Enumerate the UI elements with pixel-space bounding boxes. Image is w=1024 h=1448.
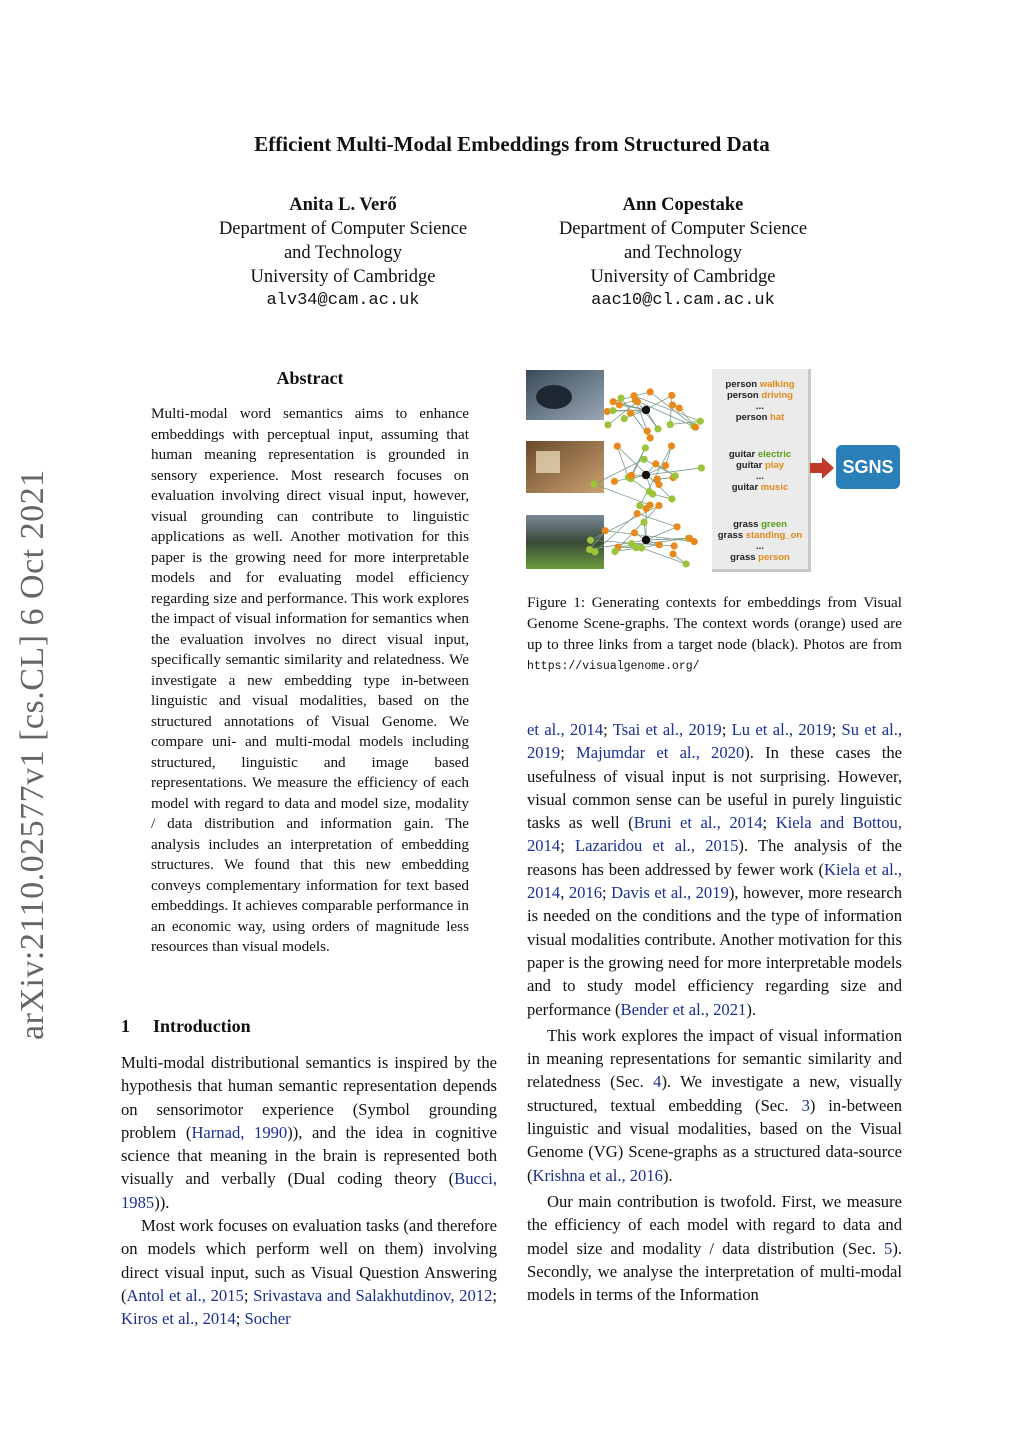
context-line: person driving [727, 390, 793, 401]
author-univ: University of Cambridge [250, 267, 436, 287]
context-line: grass green [733, 519, 787, 530]
context-group-grass [712, 519, 808, 563]
scene-graph-illustration [524, 365, 714, 575]
photo-guitar-detail [536, 451, 560, 473]
graph-node [627, 410, 634, 417]
arxiv-identifier: arXiv:2110.02577v1 [cs.CL] 6 Oct 2021 [14, 469, 51, 1040]
citation-link[interactable]: Su et al., 2019 [527, 720, 902, 763]
text-run: ; [762, 813, 776, 833]
author-email[interactable]: aac10@cl.cam.ac.uk [591, 291, 775, 310]
graph-node [669, 550, 676, 557]
graph-node [647, 388, 654, 395]
citation-link[interactable]: Kiela and Bottou, 2014 [527, 813, 902, 856]
author-block-1 [183, 193, 503, 313]
graph-node [611, 548, 618, 555]
text-run: This work explores the impact of visual information in meaning representations for semantic similarity and relatedness (Sec. [527, 1025, 902, 1092]
context-group-person [712, 379, 808, 423]
author-dept: Department of Computer Science [558, 219, 808, 239]
graph-target-node [642, 471, 650, 479]
graph-node [655, 502, 662, 509]
graph-node [652, 460, 659, 467]
graph-edge [642, 548, 687, 564]
graph-node [647, 434, 654, 441]
graph-target-node [642, 536, 650, 544]
citation-link[interactable]: Bucci, 1985 [121, 1169, 497, 1212]
abstract-text: Multi-modal word semantics aims to enhance embeddings with perceptual input, assuming that human meaning representation is grounded in sensory experience. Most research focuses on evaluation involving direct visual input, however, visual grounding can contribute to linguistic applications as well. Another motivation for this paper is the growing need for more interpretable models and for evaluating model efficiency regarding size and performance. This work explores the impact of visual information for semantics when the evaluation involves no direct visual input, specifically semantic similarity and relatedness. We investigate a new embedding type in-between linguistic and visual modalities, based on the structured annotations of Visual Genome. We compare uni- and multi-modal models including structured, linguistic and image based representations. We measure the efficiency of each model with regard to data and model size, modality / data distribution and information gain. The analysis includes an interpretation of embedding structures. We found that this new embedding conveys complementary information for text based embeddings. It achieves comparable performance in an economic way, using orders of magnitude less resources than visual models. [151, 405, 469, 955]
author-name: Anita L. Verő [289, 195, 397, 215]
caption-text: Figure 1: Generating contexts for embeddings from Visual Genome Scene-graphs. The context words (orange) used are up to three links from a target node (black). Photos are from [527, 594, 902, 653]
citation-link[interactable]: Davis et al., 2019 [611, 883, 729, 903]
graph-node [621, 415, 628, 422]
section-heading-introduction [121, 1016, 251, 1037]
text-run: ; [721, 720, 732, 739]
graph-node [614, 443, 621, 450]
photo-car-mirror [536, 385, 572, 409]
text-run: ; [831, 720, 842, 739]
text-run: ). In these cases the usefulness of visual input is not surprising. However, visual common sense can be useful in purely linguistic tasks as well ( [527, 743, 902, 833]
text-run: ; [560, 743, 577, 763]
figure-1-caption [527, 593, 902, 678]
graph-node [686, 535, 693, 542]
citation-link[interactable]: et al., 2014 [527, 720, 604, 739]
graph-node [698, 464, 705, 471]
graph-node [640, 519, 647, 526]
graph-node [610, 398, 617, 405]
paragraph [527, 1024, 902, 1187]
text-run: )), and the idea in cognitive science that meaning in the brain is represented both visually and verbally (Dual coding theory ( [121, 1122, 497, 1189]
sgns-box: SGNS [836, 445, 900, 489]
context-line: ... [756, 471, 764, 482]
graph-node [643, 505, 650, 512]
text-run: Most work focuses on evaluation tasks (and therefore on models which perform well on them) involving direct visual input, such as Visual Question Answering ( [121, 1216, 497, 1305]
graph-node [636, 502, 643, 509]
graph-edge [646, 395, 672, 410]
graph-node [640, 456, 647, 463]
citation-link[interactable]: Bruni et al., 2014 [633, 813, 763, 833]
author-dept2: and Technology [283, 243, 403, 263]
citation-link[interactable]: Antol et al., 2015 [126, 1285, 244, 1305]
graph-node [617, 394, 624, 401]
citation-link[interactable]: Kiela et al., 2014 [527, 859, 902, 903]
context-words-panel [712, 369, 811, 572]
arrow-right-icon [808, 453, 838, 483]
citation-link[interactable]: Krishna et al., 2016 [532, 1165, 663, 1185]
text-run: ). We investigate a new, visually structured, textual embedding (Sec. [527, 1072, 902, 1115]
context-group-guitar [712, 449, 808, 493]
graph-node [692, 424, 699, 431]
author-name: Ann Copestake [622, 195, 744, 215]
citation-link[interactable]: Tsai et al., 2019 [612, 720, 722, 739]
text-run: ) in-between linguistic and visual modalities, based on the Visual Genome (VG) Scene-graphs as a structured data-source ( [527, 1095, 903, 1185]
graph-node [609, 407, 616, 414]
graph-node [668, 392, 675, 399]
author-univ: University of Cambridge [590, 267, 776, 287]
citation-link[interactable]: Kiros et al., 2014 [121, 1309, 236, 1329]
context-line: ... [756, 541, 764, 552]
context-line: person walking [725, 379, 795, 390]
context-line: grass standing_on [717, 530, 803, 541]
graph-node [627, 472, 634, 479]
text-run: ; [602, 883, 612, 903]
graph-node [655, 481, 662, 488]
graph-node [646, 488, 653, 495]
graph-node [591, 481, 598, 488]
text-run: , [560, 883, 569, 903]
graph-node [668, 495, 675, 502]
text-run: Multi-modal distributional semantics is inspired by the hypothesis that human semantic representation depends on sensorimotor experience (Symbol grounding problem ( [121, 1053, 497, 1142]
graph-node [656, 541, 663, 548]
citation-link[interactable]: Harnad, 1990 [191, 1122, 288, 1142]
author-dept2: and Technology [623, 243, 743, 263]
graph-node [697, 418, 704, 425]
context-line: guitar music [731, 482, 789, 493]
graph-node [604, 421, 611, 428]
graph-node [654, 425, 661, 432]
graph-node [616, 401, 623, 408]
paragraph [527, 1190, 902, 1306]
graph-node [602, 527, 609, 534]
paragraph [121, 1051, 497, 1214]
context-line: guitar electric [728, 449, 792, 460]
paragraph [527, 718, 902, 1021]
section-title: Introduction [153, 1016, 251, 1036]
graph-node [673, 523, 680, 530]
text-run: ). The analysis of the reasons has been addressed by fewer work ( [527, 836, 903, 879]
text-run: ; [235, 1309, 245, 1329]
paper-title: Efficient Multi-Modal Embeddings from Structured Data [254, 132, 770, 156]
graph-node [632, 397, 639, 404]
graph-node [631, 529, 638, 536]
text-run: ; [560, 836, 576, 856]
graph-node [638, 544, 645, 551]
citation-link[interactable]: Lazaridou et al., 2015 [575, 836, 739, 856]
context-line: person hat [735, 412, 785, 423]
graph-node [667, 421, 674, 428]
graph-node [668, 442, 675, 449]
author-block-2 [523, 193, 843, 313]
text-run: ). Secondly, we analyse the interpretation of multi-modal models in terms of the Information [527, 1238, 902, 1305]
graph-node [671, 542, 678, 549]
text-run: ). [746, 999, 757, 1019]
right-column-body [527, 718, 902, 1306]
citation-link[interactable]: 5 [884, 1238, 893, 1258]
graph-node [628, 540, 635, 547]
author-dept: Department of Computer Science [218, 219, 468, 239]
graph-node [662, 462, 669, 469]
graph-node [683, 560, 690, 567]
text-run: ; [492, 1285, 497, 1305]
left-column-body [121, 1051, 497, 1331]
citation-link[interactable]: 2016 [568, 883, 603, 903]
graph-edge [617, 446, 628, 477]
caption-url-link[interactable]: https://visualgenome.org/ [527, 660, 700, 674]
graph-node [587, 537, 594, 544]
text-run: ), however, more research is needed on the conditions and the type of information visual modalities contribute. Another motivation for this paper is the growing need for more interpretable models and to study model efficiency regarding size and performance ( [527, 883, 902, 1019]
paragraph [121, 1214, 497, 1330]
citation-link[interactable]: Majumdar et al., 2020 [576, 743, 745, 763]
text-run: )). [154, 1192, 170, 1212]
text-run: ). [662, 1165, 673, 1185]
context-line: guitar play [735, 460, 785, 471]
graph-node [642, 444, 649, 451]
context-line: ... [756, 401, 764, 412]
citation-link[interactable]: 4 [653, 1072, 662, 1092]
graph-node [644, 427, 651, 434]
text-run: ; [243, 1285, 254, 1305]
citation-link[interactable]: Srivastava and Salakhutdinov, 2012 [253, 1285, 493, 1305]
citation-link[interactable]: Lu et al., 2019 [731, 720, 832, 739]
text-run: ; [603, 720, 613, 739]
graph-node [611, 478, 618, 485]
author-email[interactable]: alv34@cam.ac.uk [266, 291, 420, 310]
citation-link[interactable]: Bender et al., 2021 [620, 999, 747, 1019]
graph-node [591, 548, 598, 555]
citation-link[interactable]: 3 [801, 1095, 810, 1115]
text-run: Our main contribution is twofold. First, we measure the efficiency of each model with regard to data and model size and modality / data distribution (Sec. [527, 1191, 902, 1258]
context-line: grass person [730, 552, 790, 563]
section-number: 1 [121, 1016, 130, 1036]
graph-target-node [642, 406, 650, 414]
citation-link[interactable]: Socher [244, 1309, 291, 1329]
abstract-heading: Abstract [276, 368, 344, 388]
graph-node [634, 510, 641, 517]
graph-node [669, 402, 676, 409]
figure-1 [524, 365, 904, 575]
graph-edge [646, 527, 677, 540]
graph-node [676, 404, 683, 411]
graph-node [672, 472, 679, 479]
